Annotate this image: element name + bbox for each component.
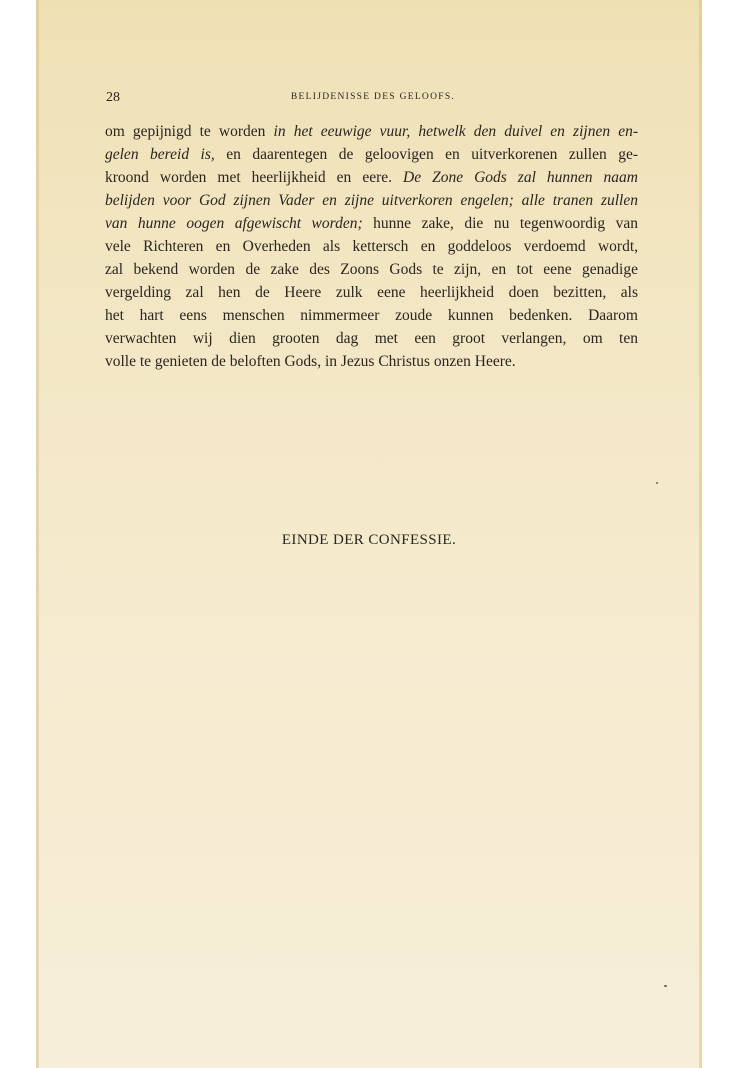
text-run: het hart eens menschen nimmermeer zoude kunnen bedenken. Daarom [105, 307, 638, 324]
text-run: verwachten wij dien grooten dag met een groot verlangen, om ten [105, 330, 638, 347]
text-line [105, 281, 638, 304]
text-line [105, 120, 638, 143]
italic-text-run: De Zone Gods zal hunnen naam [403, 169, 638, 186]
ending-heading: EINDE DER CONFESSIE. [281, 532, 457, 548]
page-number: 28 [106, 90, 120, 105]
text-run: kroond worden met heerlijkheid en eere. [105, 169, 403, 186]
text-line [105, 350, 638, 373]
text-line [105, 212, 638, 235]
text-line [105, 304, 638, 327]
text-run: om gepijnigd te worden [105, 123, 274, 140]
text-run: vele Richteren en Overheden als kettersch en goddeloos verdoemd wordt, [105, 238, 638, 255]
text-line [105, 189, 638, 212]
running-head [106, 90, 640, 106]
running-title: BELIJDENISSE DES GELOOFS. [290, 92, 456, 102]
text-line [105, 166, 638, 189]
text-run: hunne zake, die nu tegenwoordig van [362, 215, 638, 232]
italic-text-run: gelen bereid is, [105, 146, 215, 163]
text-line [105, 143, 638, 166]
paper-speck [664, 985, 667, 987]
italic-text-run: belijden voor God zijnen Vader en zijne uitverkoren engelen; alle tranen zullen [105, 192, 638, 209]
text-run: en daarentegen de geloovigen en uitverkorenen zullen ge- [214, 146, 638, 163]
text-run: zal bekend worden de zake des Zoons Gods te zijn, en tot eene genadige [105, 261, 638, 278]
text-line [105, 327, 638, 350]
italic-text-run: in het eeuwige vuur, hetwelk den duivel en zijnen en- [273, 123, 638, 140]
text-line [105, 258, 638, 281]
paper-speck [656, 482, 658, 484]
text-line [105, 235, 638, 258]
body-paragraph [105, 120, 638, 373]
italic-text-run: van hunne oogen afgewischt worden; [105, 215, 363, 232]
book-page [36, 0, 702, 1068]
text-run: volle te genieten de beloften Gods, in Jezus Christus onzen Heere. [105, 353, 516, 370]
text-run: vergelding zal hen de Heere zulk eene heerlijkheid doen bezitten, als [105, 284, 638, 301]
